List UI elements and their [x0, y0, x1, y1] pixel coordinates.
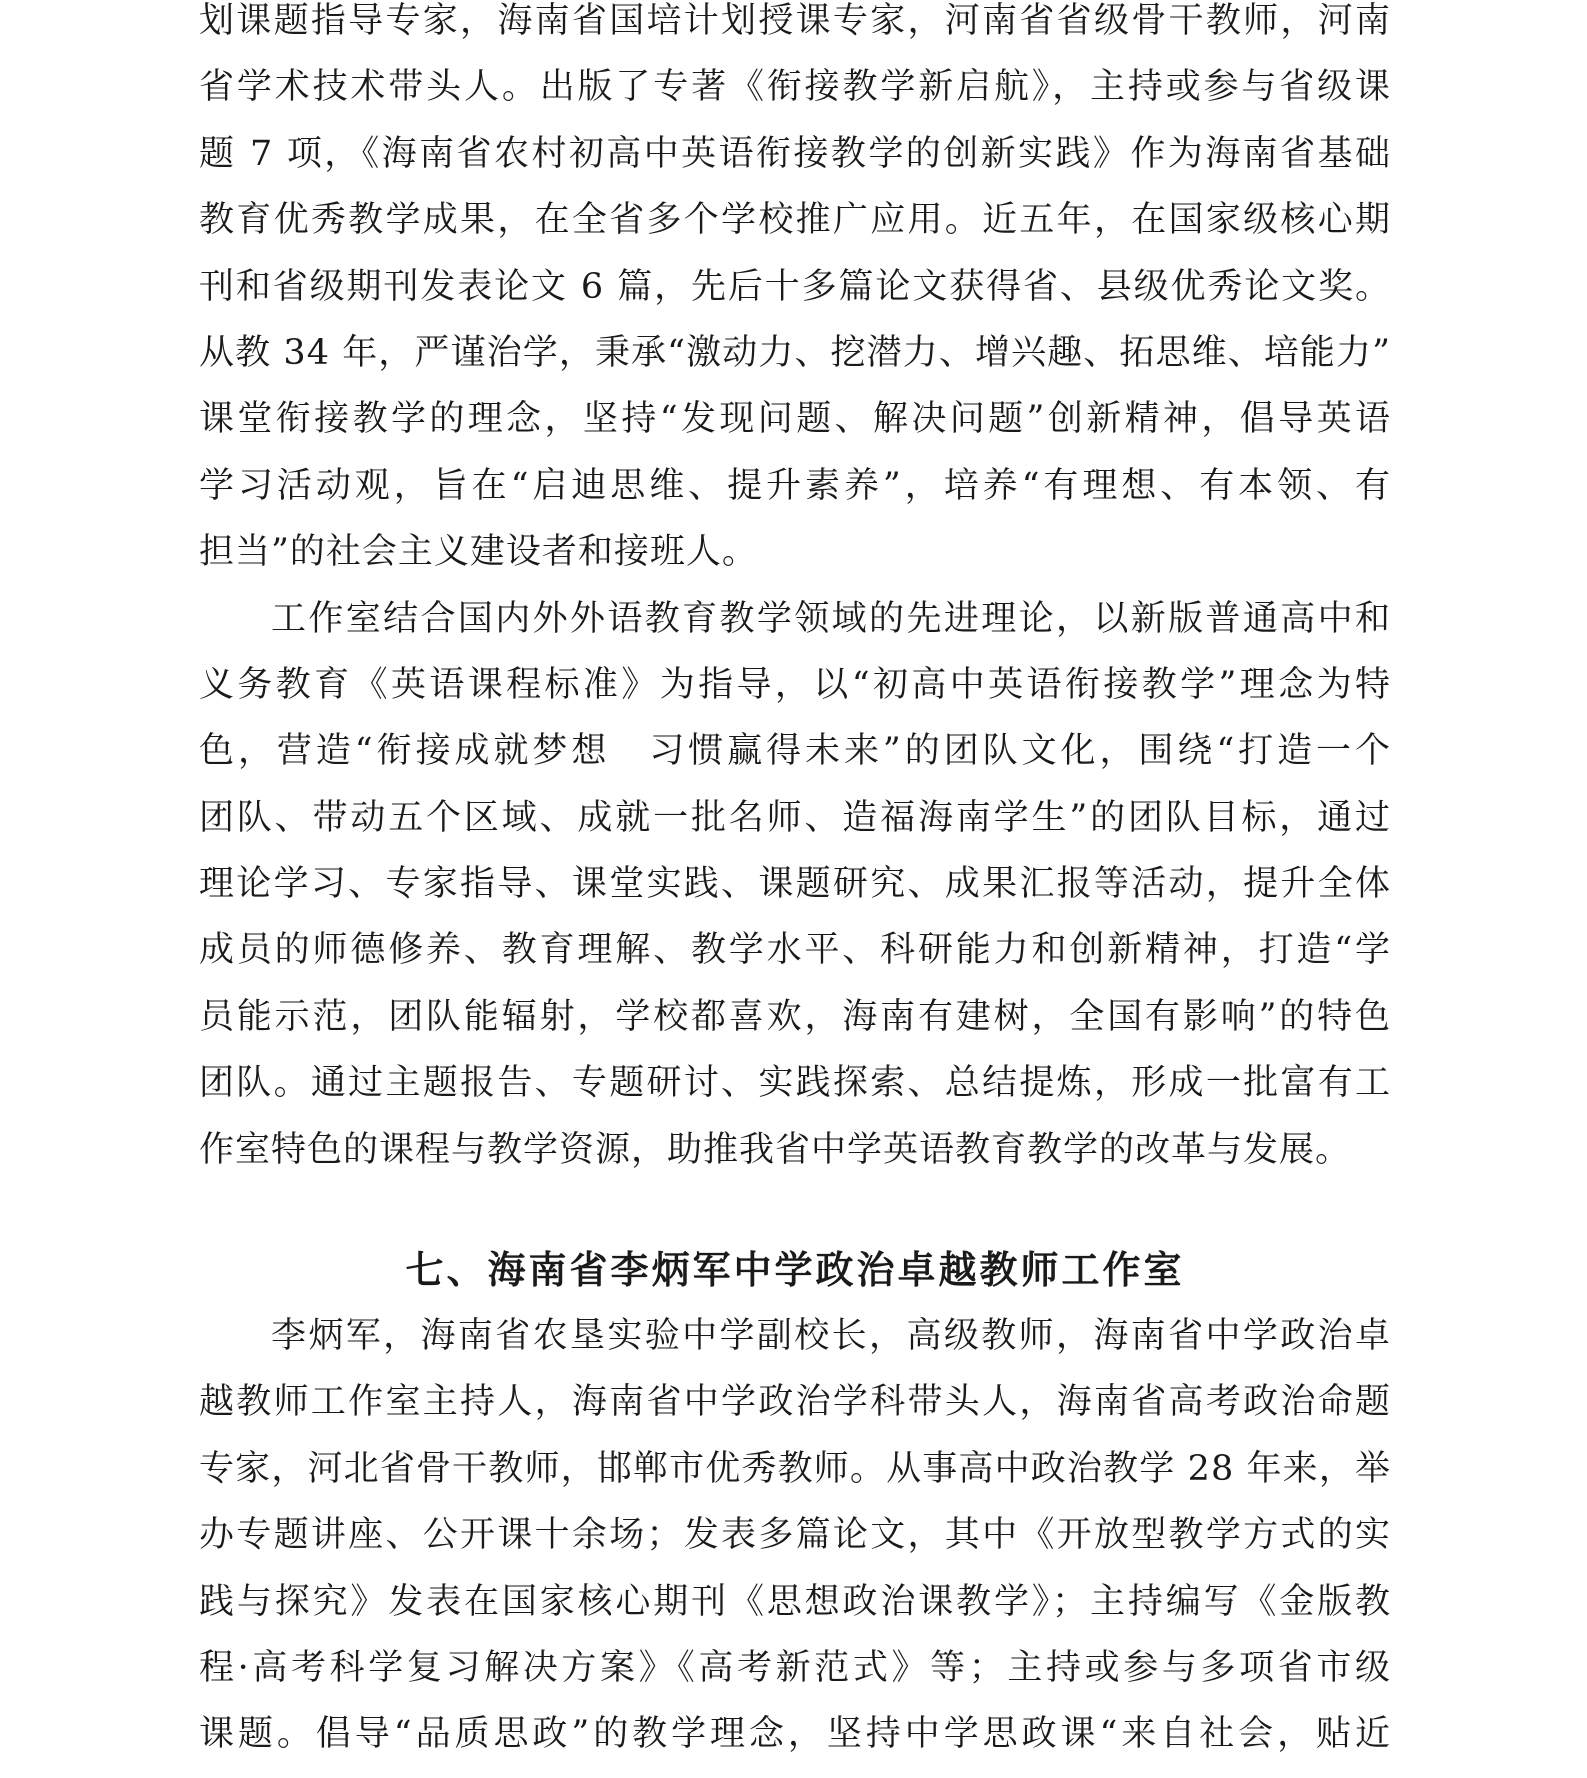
- section-heading: 七、海南省李炳军中学政治卓越教师工作室: [405, 1247, 1185, 1293]
- text-line: 成员的师德修养、教育理解、教学水平、科研能力和创新精神，打造“学: [199, 930, 1391, 971]
- text-line: 课题。倡导“品质思政”的教学理念，坚持中学思政课“来自社会，贴近: [199, 1714, 1391, 1755]
- paragraph-li-bingjun: [199, 1313, 1391, 1778]
- text-line: 省学术技术带头人。出版了专著《衔接教学新启航》，主持或参与省级课: [199, 67, 1391, 108]
- text-line: 践与探究》发表在国家核心期刊《思想政治课教学》；主持编写《金版教: [199, 1581, 1391, 1622]
- paragraph-intro-tail: [199, 0, 1391, 596]
- text-line: 李炳军，海南省农垦实验中学副校长，高级教师，海南省中学政治卓: [271, 1316, 1391, 1357]
- text-line: 团队、带动五个区域、成就一批名师、造福海南学生”的团队目标，通过: [199, 797, 1391, 838]
- text-line: 教育优秀教学成果，在全省多个学校推广应用。近五年，在国家级核心期: [199, 200, 1391, 241]
- paragraph-studio: [199, 596, 1391, 1194]
- text-line: 程·高考科学复习解决方案》《高考新范式》等；主持或参与多项省市级: [199, 1647, 1391, 1688]
- text-line: 理论学习、专家指导、课堂实践、课题研究、成果汇报等活动，提升全体: [199, 864, 1391, 905]
- section-gap: [199, 1193, 1391, 1243]
- text-line: 员能示范，团队能辐射，学校都喜欢，海南有建树，全国有影响”的特色: [199, 996, 1391, 1037]
- text-line: 工作室结合国内外外语教育教学领域的先进理论，以新版普通高中和: [271, 598, 1391, 639]
- text-line: 从教 34 年，严谨治学，秉承“激动力、挖潜力、增兴趣、拓思维、培能力”: [199, 332, 1391, 373]
- text-line: 越教师工作室主持人，海南省中学政治学科带头人，海南省高考政治命题: [199, 1382, 1391, 1423]
- text-line: 团队。通过主题报告、专题研讨、实践探索、总结提炼，形成一批富有工: [199, 1063, 1391, 1104]
- text-line: 学习活动观，旨在“启迪思维、提升素养”，培养“有理想、有本领、有: [199, 465, 1391, 506]
- text-line: 义务教育《英语课程标准》为指导，以“初高中英语衔接教学”理念为特: [199, 664, 1391, 705]
- text-line: 课堂衔接教学的理念，坚持“发现问题、解决问题”创新精神，倡导英语: [199, 399, 1391, 440]
- document-page: [199, 0, 1391, 1778]
- text-line: 题 7 项，《海南省农村初高中英语衔接教学的创新实践》作为海南省基础: [199, 133, 1391, 174]
- text-line: 专家，河北省骨干教师，邯郸市优秀教师。从事高中政治教学 28 年来，举: [199, 1448, 1391, 1489]
- text-line: 作室特色的课程与教学资源，助推我省中学英语教育教学的改革与发展。: [199, 1129, 1352, 1170]
- text-line: 担当”的社会主义建设者和接班人。: [199, 532, 758, 573]
- text-line: 刊和省级期刊发表论文 6 篇，先后十多篇论文获得省、县级优秀论文奖。: [199, 266, 1391, 307]
- text-line: 色，营造“衔接成就梦想 习惯赢得未来”的团队文化，围绕“打造一个: [199, 731, 1391, 772]
- text-line: 办专题讲座、公开课十余场；发表多篇论文，其中《开放型教学方式的实: [199, 1515, 1391, 1556]
- text-line: 划课题指导专家，海南省国培计划授课专家，河南省省级骨干教师，河南: [199, 1, 1391, 41]
